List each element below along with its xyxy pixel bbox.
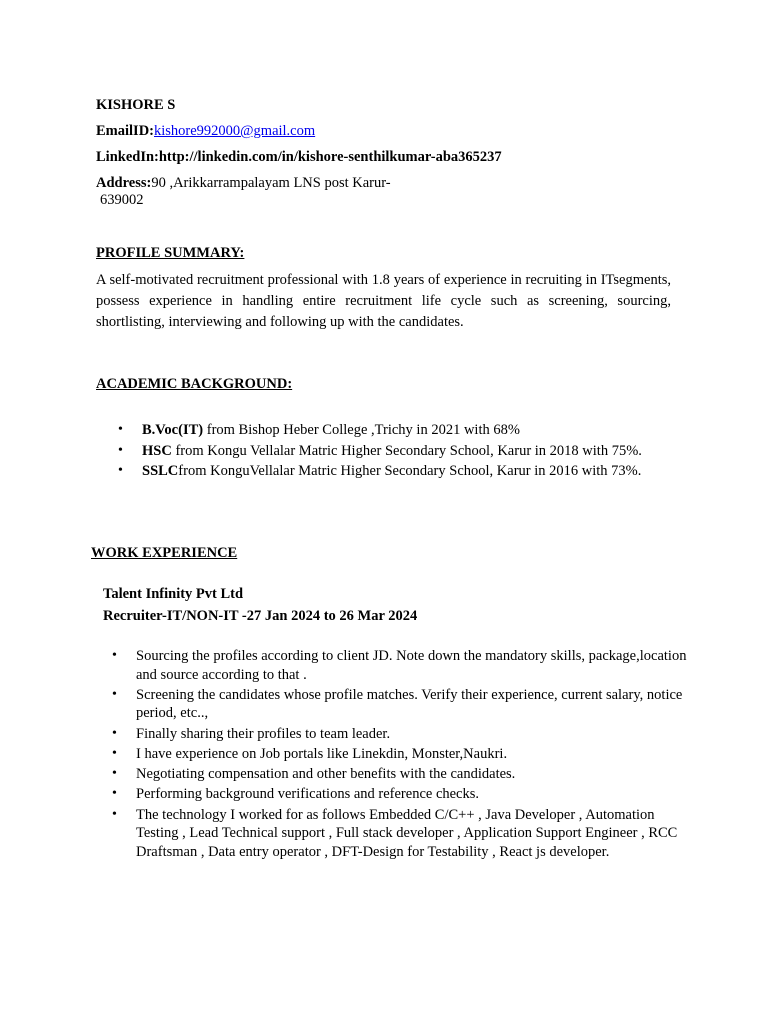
profile-summary-text: A self-motivated recruitment professional with 1.8 years of experience in recruiting in ITsegments, possess experience in handling entire recruitment life cycle such as screening, sourcing, shortlisting, interviewing and following up with the candidates. [96,272,671,330]
bullet-icon: • [118,422,123,437]
address-label: Address: [96,175,152,191]
academic-detail: from Kongu Vellalar Matric Higher Secondary School, Karur in 2018 with 75%. [171,442,642,459]
academic-degree: SSLC [142,463,179,479]
address-line2: 639002 [100,192,144,208]
bullet-icon: • [112,786,117,802]
email-row [96,123,315,140]
bullet-icon: • [118,442,123,458]
bullet-icon: • [112,725,117,741]
list-item [112,725,692,744]
profile-summary-heading: PROFILE SUMMARY: [96,245,245,261]
work-duties-list [112,647,692,863]
duty-text: Sourcing the profiles according to client JD. Note down the mandatory skills, package,location and source according to that . [136,648,687,683]
duty-text: Performing background verifications and reference checks. [136,786,480,803]
work-experience-heading: WORK EXPERIENCE [91,545,238,561]
bullet-icon: • [112,686,117,702]
linkedin-row: LinkedIn:http://linkedin.com/in/kishore-senthilkumar-aba365237 [96,149,502,165]
list-item [112,765,692,784]
job-role: Recruiter-IT/NON-IT -27 Jan 2024 to 26 Mar 2024 [103,608,418,624]
list-item [118,441,642,462]
academic-degree: B.Voc(IT) [142,422,204,438]
list-item [112,785,692,804]
duty-text: Screening the candidates whose profile matches. Verify their experience, current salary, notice period, etc.., [136,686,683,722]
bullet-icon: • [112,806,117,822]
address-line1: 90 ,Arikkarrampalayam LNS post Karur- [151,175,391,191]
company-name: Talent Infinity Pvt Ltd [103,586,244,602]
email-link[interactable]: kishore992000@gmail.com [154,123,316,139]
email-label: EmailID: [96,123,154,139]
academic-list [118,420,642,482]
academic-detail: from KonguVellalar Matric Higher Secondary School, Karur in 2016 with 73%. [178,463,642,479]
bullet-icon: • [112,745,117,761]
duty-text: Negotiating compensation and other benefits with the candidates. [136,766,516,783]
academic-degree: HSC [142,442,172,459]
academic-heading: ACADEMIC BACKGROUND: [96,376,293,392]
duty-text: I have experience on Job portals like Linekdin, Monster,Naukri. [136,745,508,762]
list-item [118,461,642,482]
list-item [112,647,692,684]
list-item [112,806,692,862]
academic-detail: from Bishop Heber College ,Trichy in 2021 with 68% [203,422,520,438]
bullet-icon: • [112,766,117,782]
duty-text: Finally sharing their profiles to team leader. [136,725,391,742]
address-row [96,175,391,192]
candidate-name: KISHORE S [96,97,176,113]
bullet-icon: • [118,463,123,478]
bullet-icon: • [112,648,117,663]
list-item [118,420,642,441]
list-item [112,745,692,764]
duty-text: The technology I worked for as follows Embedded C/C++ , Java Developer , Automation Testing , Lead Technical support , Full stack developer , Application Support Engineer , RCC Draftsman , Data entry operator , DFT-Design for Testability , React js developer. [136,806,678,860]
list-item [112,686,692,723]
